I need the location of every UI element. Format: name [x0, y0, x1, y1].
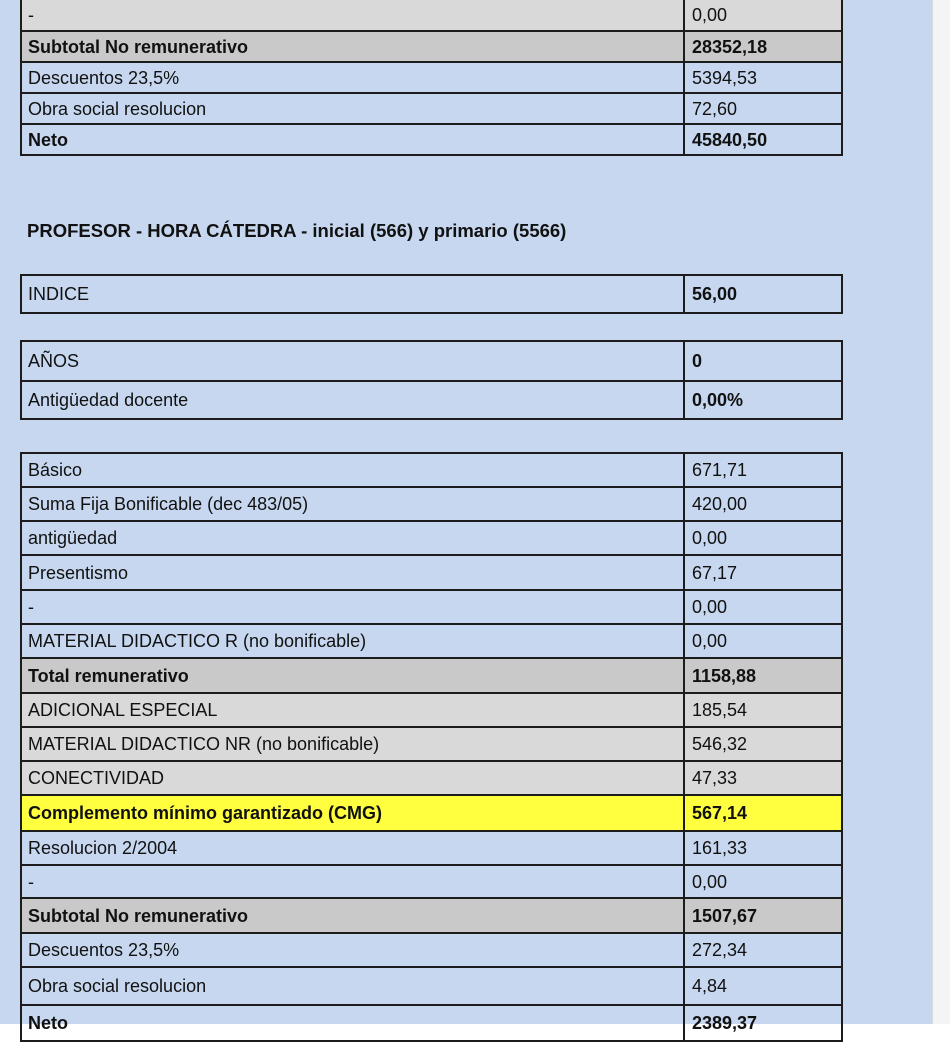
row-value: 1507,67 — [684, 898, 842, 933]
row-label: Neto — [21, 124, 684, 155]
row-value: 28352,18 — [684, 31, 842, 62]
scroll-gutter — [932, 0, 950, 1024]
row-value: 567,14 — [684, 795, 842, 831]
row-value: 45840,50 — [684, 124, 842, 155]
row-value: 161,33 — [684, 831, 842, 865]
row-label: Obra social resolucion — [21, 93, 684, 124]
table-row — [21, 453, 842, 487]
row-label: Total remunerativo — [21, 658, 684, 693]
table-row — [21, 898, 842, 933]
row-label: MATERIAL DIDACTICO NR (no bonificable) — [21, 727, 684, 761]
table-row — [21, 0, 842, 31]
table-row — [21, 381, 842, 419]
row-value: 4,84 — [684, 967, 842, 1005]
indice-table — [20, 274, 843, 314]
row-label: Complemento mínimo garantizado (CMG) — [21, 795, 684, 831]
row-value: 546,32 — [684, 727, 842, 761]
row-label: Subtotal No remunerativo — [21, 898, 684, 933]
table-row — [21, 727, 842, 761]
row-value: 0,00 — [684, 590, 842, 624]
table-row — [21, 795, 842, 831]
table-row — [21, 933, 842, 967]
table-row — [21, 31, 842, 62]
table-row — [21, 62, 842, 93]
table-row — [21, 1005, 842, 1041]
row-label: Descuentos 23,5% — [21, 62, 684, 93]
row-value: 2389,37 — [684, 1005, 842, 1041]
table-row — [21, 693, 842, 727]
row-value: 0,00 — [684, 624, 842, 658]
row-value: 0,00 — [684, 0, 842, 31]
row-value: 72,60 — [684, 93, 842, 124]
table-row — [21, 590, 842, 624]
row-label: Presentismo — [21, 555, 684, 590]
row-value: 272,34 — [684, 933, 842, 967]
row-value: 67,17 — [684, 555, 842, 590]
table-row — [21, 487, 842, 521]
row-label: - — [21, 590, 684, 624]
row-label: Subtotal No remunerativo — [21, 31, 684, 62]
row-label: Básico — [21, 453, 684, 487]
table-row — [21, 124, 842, 155]
table-row — [21, 93, 842, 124]
row-value: 0,00 — [684, 865, 842, 898]
row-label: Resolucion 2/2004 — [21, 831, 684, 865]
row-label: antigüedad — [21, 521, 684, 555]
row-label: INDICE — [21, 275, 684, 313]
row-label: - — [21, 865, 684, 898]
row-value: 1158,88 — [684, 658, 842, 693]
row-label: Obra social resolucion — [21, 967, 684, 1005]
row-label: - — [21, 0, 684, 31]
row-label: Descuentos 23,5% — [21, 933, 684, 967]
row-value: 185,54 — [684, 693, 842, 727]
row-label: AÑOS — [21, 341, 684, 381]
row-label: CONECTIVIDAD — [21, 761, 684, 795]
table-row — [21, 555, 842, 590]
row-label: ADICIONAL ESPECIAL — [21, 693, 684, 727]
row-value: 56,00 — [684, 275, 842, 313]
row-label: Antigüedad docente — [21, 381, 684, 419]
row-value: 0 — [684, 341, 842, 381]
row-label: Neto — [21, 1005, 684, 1041]
table-row — [21, 865, 842, 898]
row-value: 47,33 — [684, 761, 842, 795]
row-value: 0,00% — [684, 381, 842, 419]
table-row — [21, 967, 842, 1005]
salary-detail-table — [20, 452, 843, 1042]
row-value: 420,00 — [684, 487, 842, 521]
row-value: 671,71 — [684, 453, 842, 487]
table-row — [21, 275, 842, 313]
table-row — [21, 341, 842, 381]
anios-table — [20, 340, 843, 420]
row-label: Suma Fija Bonificable (dec 483/05) — [21, 487, 684, 521]
table-row — [21, 831, 842, 865]
row-label: MATERIAL DIDACTICO R (no bonificable) — [21, 624, 684, 658]
row-value: 0,00 — [684, 521, 842, 555]
section-title: PROFESOR - HORA CÁTEDRA - inicial (566) y primario (5566) — [27, 220, 567, 241]
previous-section-table — [20, 0, 843, 156]
table-row — [21, 624, 842, 658]
table-row — [21, 658, 842, 693]
table-row — [21, 521, 842, 555]
table-row — [21, 761, 842, 795]
row-value: 5394,53 — [684, 62, 842, 93]
